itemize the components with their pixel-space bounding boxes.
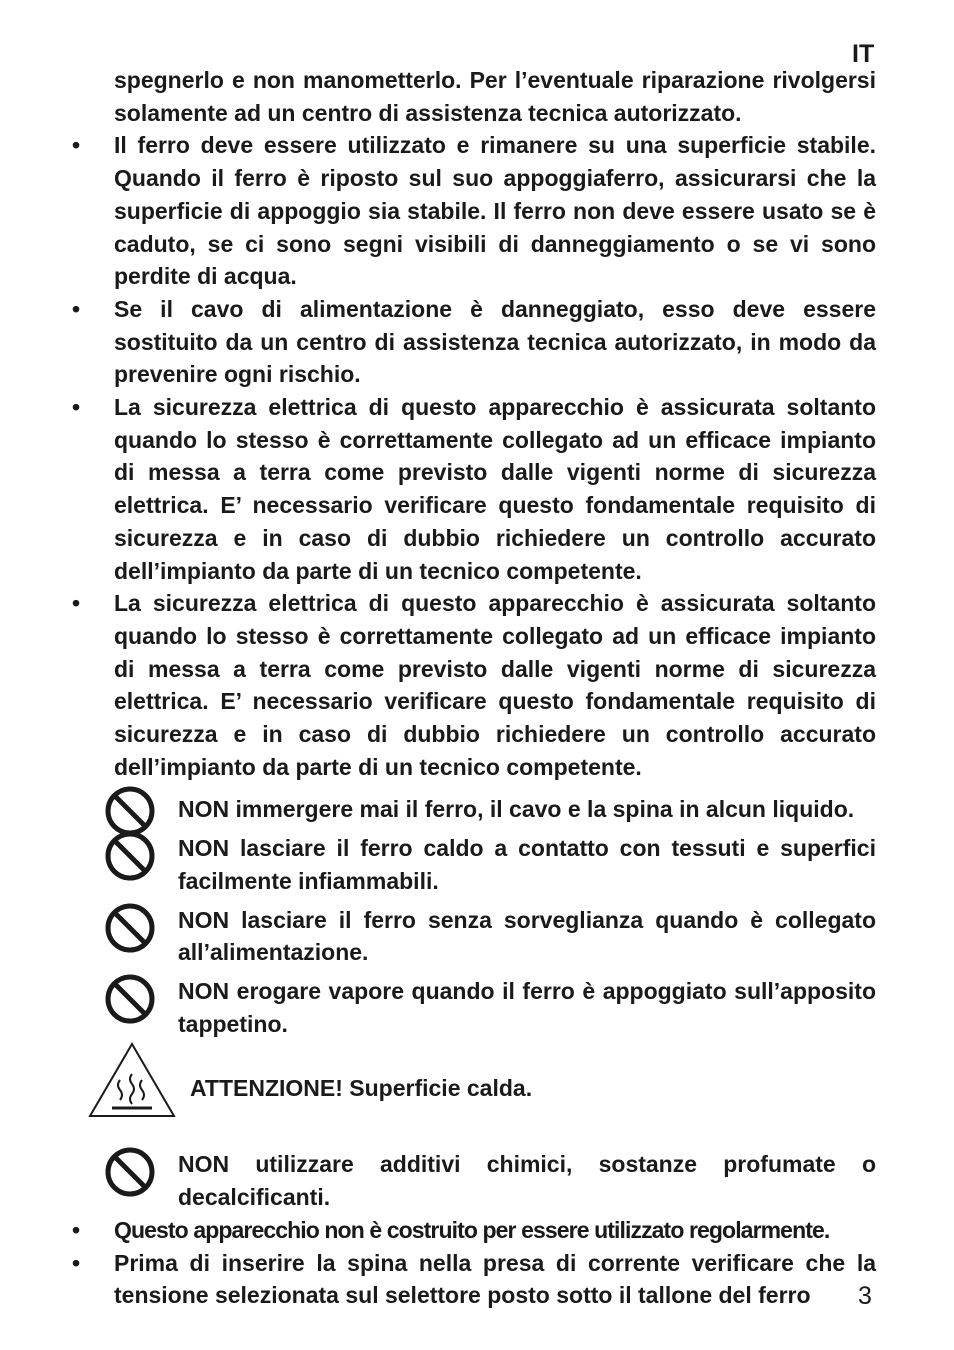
prohibition-icon [104, 973, 156, 1025]
warning-item [178, 904, 876, 969]
warning-text: NON utilizzare additivi chimici, sostanze profumate o decalcificanti. [178, 1151, 876, 1211]
prohibition-icon [104, 830, 156, 882]
bullet-item: • Se il cavo di alimentazione è danneggiato, esso deve essere sostituito da un centro di assistenza tecnica autorizzato, in modo da prevenire ogni rischio. [114, 293, 876, 391]
prohibition-icon [104, 1146, 156, 1198]
bullet-item: • La sicurezza elettrica di questo apparecchio è assicurata soltanto quando lo stesso è correttamente collegato ad un efficace impianto di messa a terra come previsto dalle vigenti norme di sicurezza elettrica. E’ necessario verificare questo fondamentale requisito di sicurezza e in caso di dubbio richiedere un controllo accurato dell’impianto da parte di un tecnico competente. [114, 587, 876, 783]
language-code: IT [852, 40, 875, 68]
warning-item [178, 793, 876, 826]
warning-text: NON lasciare il ferro caldo a contatto con tessuti e superfici facilmente infiammabili. [178, 835, 876, 894]
prohibition-icon [104, 902, 156, 954]
document-body [114, 64, 876, 1312]
hot-surface-warning-icon [86, 1040, 178, 1120]
page-number: 3 [858, 1282, 872, 1310]
warning-text: NON lasciare il ferro senza sorveglianza quando è collegato all’alimentazione. [178, 906, 876, 966]
attention-item [178, 1046, 876, 1142]
attention-text: ATTENZIONE! Superficie calda. [190, 1075, 533, 1102]
bullet-item: • Il ferro deve essere utilizzato e rimanere su una superficie stabile. Quando il ferro è riposto sul suo appoggiaferro, assicurarsi che la superficie di appoggio sia stabile. Il ferro non deve essere usato se è caduto, se ci sono segni visibili di danneggiamento o se vi sono perdite di acqua. [114, 129, 876, 293]
bullet-item: • La sicurezza elettrica di questo apparecchio è assicurata soltanto quando lo stesso è correttamente collegato ad un efficace impianto di messa a terra come previsto dalle vigenti norme di sicurezza elettrica. E’ necessario verificare questo fondamentale requisito di sicurezza e in caso di dubbio richiedere un controllo accurato dell’impianto da parte di un tecnico competente. [114, 391, 876, 587]
bullet-item: • Prima di inserire la spina nella presa di corrente verificare che la tensione selezionata sul selettore posto sotto il tallone del ferro [114, 1247, 876, 1312]
warning-text: NON erogare vapore quando il ferro è appoggiato sull’apposito tappetino. [178, 977, 876, 1037]
warning-item [178, 975, 876, 1040]
bullet-item: • Questo apparecchio non è costruito per essere utilizzato regolarmente. [114, 1214, 876, 1247]
intro-paragraph: spegnerlo e non manometterlo. Per l’eventuale riparazione rivolgersi solamente ad un centro di assistenza tecnica autorizzato. [114, 67, 876, 126]
warning-item [178, 832, 876, 897]
warning-text: NON immergere mai il ferro, il cavo e la spina in alcun liquido. [178, 796, 855, 823]
warning-item [178, 1148, 876, 1213]
